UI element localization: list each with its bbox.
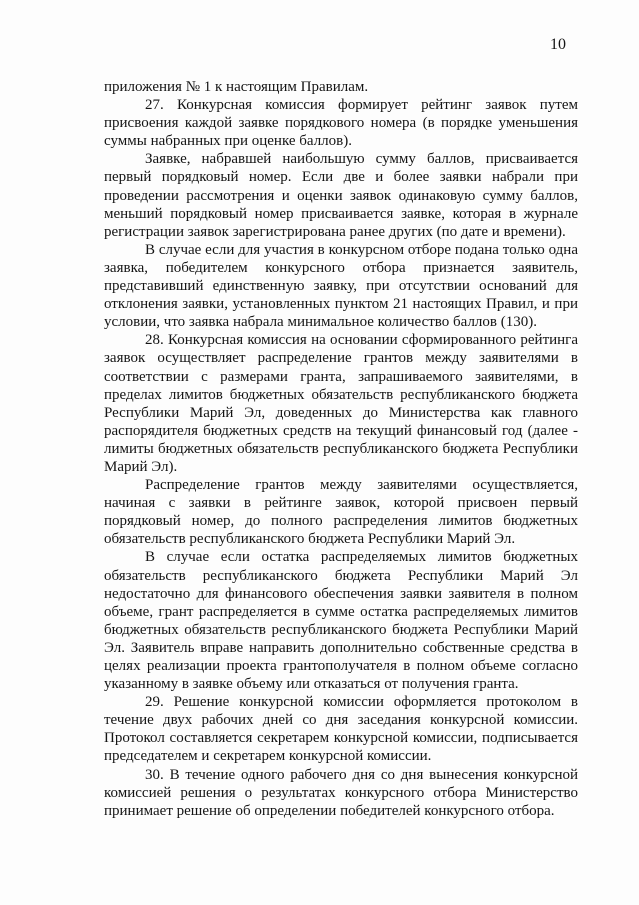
page-number: 10: [550, 36, 566, 53]
paragraph-single-application: В случае если для участия в конкурсном отборе подана только одна заявка, победителем конкурсного отбора признается заявитель, представивший единственную заявку, при отсутствии оснований для отклонения заявки, установленных пунктом 21 настоящих Правил, и при условии, что заявка набрала минимальное количество баллов (130).: [104, 241, 578, 331]
paragraph-item-29: 29. Решение конкурсной комиссии оформляется протоколом в течение двух рабочих дней со дня заседания конкурсной комиссии. Протокол составляется секретарем конкурсной комиссии, подписывается председателем и секретарем конкурсной комиссии.: [104, 694, 578, 765]
paragraph-insufficient-limits: В случае если остатка распределяемых лимитов бюджетных обязательств республиканского бюджета Республики Марий Эл недостаточно для финансового обеспечения заявки заявителя в полном объеме, грант распределяется в сумме остатка распределяемых лимитов бюджетных обязательств республиканского бюджета Республики Марий Эл. Заявитель вправе направить дополнительно собственные средства в целях реализации проекта грантополучателя в полном объеме согласно указанному в заявке объему или отказаться от получения гранта.: [104, 549, 578, 693]
paragraph-item-28: 28. Конкурсная комиссия на основании сформированного рейтинга заявок осуществляет распределение грантов между заявителями в соответствии с размерами гранта, запрашиваемого заявителями, в пределах лимитов бюджетных обязательств республиканского бюджета Республики Марий Эл, доведенных до Министерства как главного распорядителя бюджетных средств на текущий финансовый год (далее - лимиты бюджетных обязательств республиканского бюджета Республики Марий Эл).: [104, 332, 578, 475]
paragraph-item-30: 30. В течение одного рабочего дня со дня вынесения конкурсной комиссией решения о результатах конкурсного отбора Министерство принимает решение об определении победителей конкурсного отбора.: [104, 766, 578, 819]
paragraph-continuation: приложения № 1 к настоящим Правилам.: [104, 79, 369, 95]
paragraph-grant-distribution: Распределение грантов между заявителями осуществляется, начиная с заявки в рейтинге заявок, которой присвоен первый порядковый номер, до полного распределения лимитов бюджетных обязательств республиканского бюджета Республики Марий Эл.: [104, 477, 578, 548]
paragraph-item-27: 27. Конкурсная комиссия формирует рейтинг заявок путем присвоения каждой заявке порядкового номера (в порядке уменьшения суммы набранных при оценке баллов).: [104, 97, 578, 150]
document-body: [104, 78, 578, 820]
paragraph-ranking-rules: Заявке, набравшей наибольшую сумму баллов, присваивается первый порядковый номер. Если две и более заявки набрали при проведении рассмотрения и оценки заявок одинаковую сумму баллов, меньший порядковый номер присваивается заявке, которая в журнале регистрации заявок зарегистрирована ранее других (по дате и времени).: [104, 151, 578, 240]
